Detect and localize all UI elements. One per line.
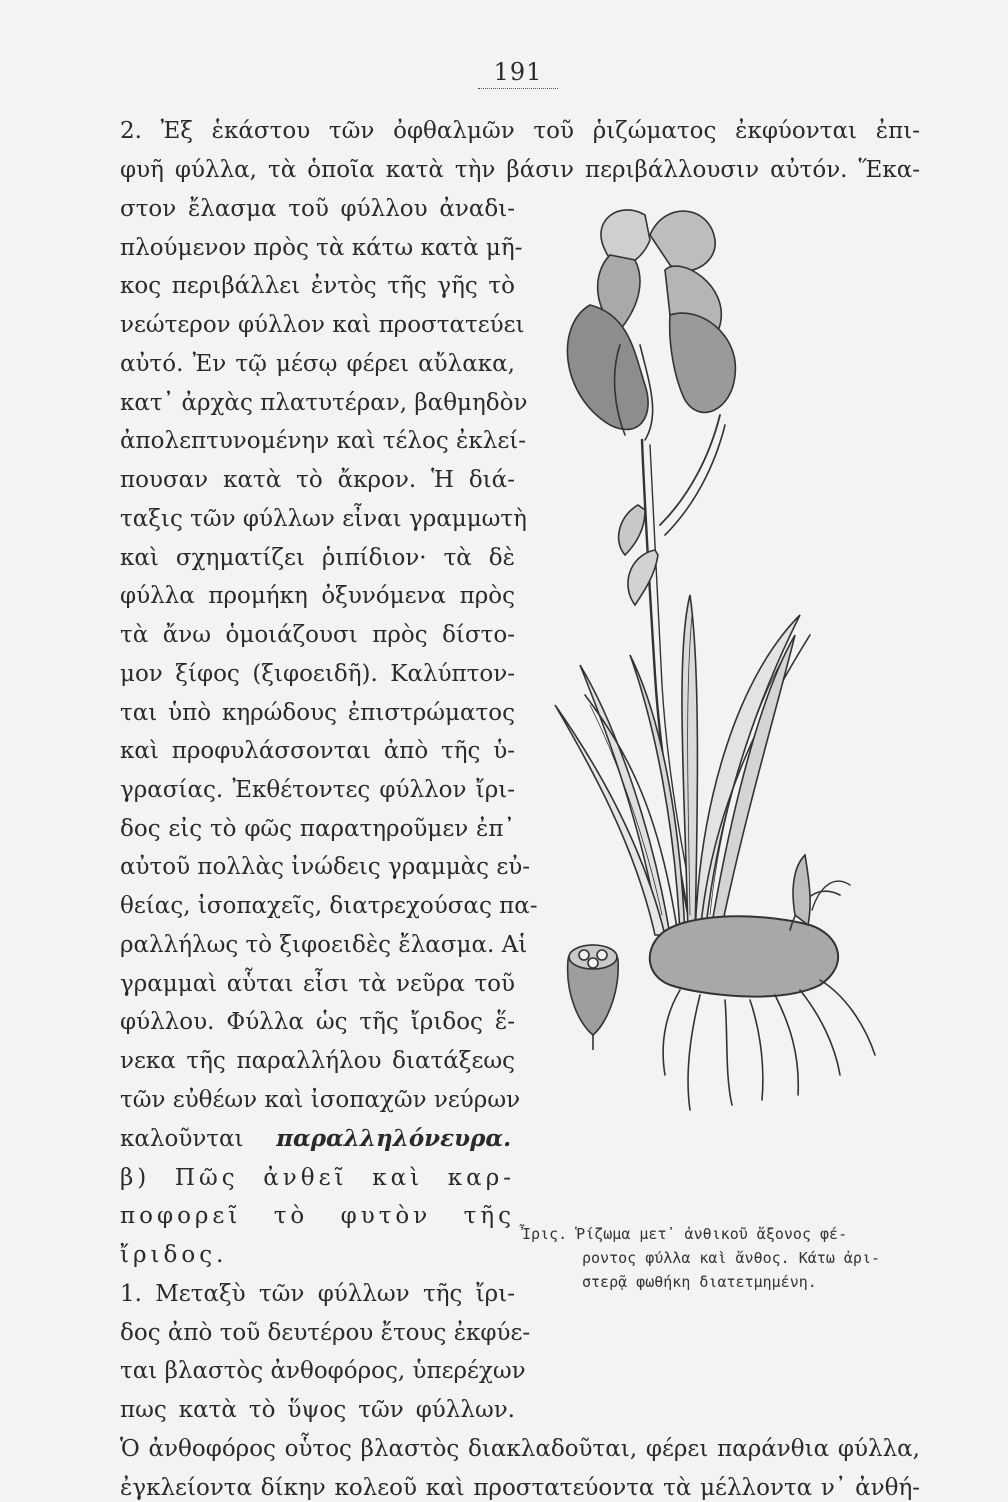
text-line: θείας, ἰσοπαχεῖς, διατρεχούσας πα- (120, 893, 538, 919)
text-fragment: καλοῦνται (120, 1126, 244, 1152)
text-line: τὰ ἄνω ὁμοιάζουσι πρὸς δίστο- (120, 622, 515, 648)
text-line: Ὁ ἀνθοφόρος οὗτος βλαστὸς διακλαδοῦται, φέρει παράνθια φύλλα, (120, 1436, 920, 1462)
text-line: δος εἰς τὸ φῶς παρατηροῦμεν ἐπ᾿ (120, 816, 515, 842)
text-line: μον ξίφος (ξιφοειδῆ). Καλύπτον- (120, 661, 515, 687)
text-line: καὶ σχηματίζει ῥιπίδιον· τὰ δὲ (120, 545, 515, 571)
text-line: δος ἀπὸ τοῦ δευτέρου ἔτους ἐκφύε- (120, 1320, 531, 1346)
text-line: κατ᾿ ἀρχὰς πλατυτέραν, βαθμηδὸν (120, 390, 528, 416)
text-line: 1. Μεταξὺ τῶν φύλλων τῆς ἴρι- (120, 1281, 515, 1307)
text-line: νεκα τῆς παραλλήλου διατάξεως (120, 1048, 515, 1074)
section-heading-line: ποφορεῖ τὸ φυτὸν τῆς (120, 1203, 515, 1229)
caption-line: στερᾷ φωθήκη διατετμημένη. (582, 1273, 817, 1291)
text-line: στον ἔλασμα τοῦ φύλλου ἀναδι- (120, 196, 515, 222)
text-line: αὐτοῦ πολλὰς ἰνώδεις γραμμὰς εὐ- (120, 854, 531, 880)
text-line: ραλλήλως τὸ ξιφοειδὲς ἔλασμα. Αἱ (120, 932, 528, 958)
caption-line: ροντος φύλλα καὶ ἄνθος. Κάτω ἀρι- (582, 1249, 881, 1267)
text-line: 2. Ἐξ ἑκάστου τῶν ὀφθαλμῶν τοῦ ῥιζώματος ἐκφύονται ἐπι- (120, 118, 920, 144)
text-line: γραμμαὶ αὗται εἶσι τὰ νεῦρα τοῦ (120, 971, 515, 997)
section-heading-line: ἴριδος. (120, 1242, 228, 1268)
section-heading-line: β) Πῶς ἀνθεῖ καὶ καρ- (120, 1165, 515, 1191)
text-line: φύλλου. Φύλλα ὡς τῆς ἴριδος ἕ- (120, 1009, 515, 1035)
text-line: φύλλα προμήκη ὀξυνόμενα πρὸς (120, 583, 515, 609)
text-line (120, 1125, 515, 1153)
figure-caption (522, 1222, 922, 1294)
text-line: ται ὑπὸ κηρώδους ἐπιστρώματος (120, 700, 515, 726)
text-line: καὶ προφυλάσσονται ἀπὸ τῆς ὑ- (120, 738, 515, 764)
text-line: φυῆ φύλλα, τὰ ὁποῖα κατὰ τὴν βάσιν περιβάλλουσιν αὐτόν. Ἕκα- (120, 157, 920, 183)
text-line: γρασίας. Ἐκθέτοντες φύλλον ἴρι- (120, 777, 515, 803)
text-line: τῶν εὐθέων καὶ ἰσοπαχῶν νεύρων (120, 1087, 521, 1113)
caption-line: Ἶρις. Ῥίζωμα μετ᾿ ἀνθικοῦ ἄξονος φέ- (522, 1225, 848, 1243)
text-line: ται βλαστὸς ἀνθοφόρος, ὑπερέχων (120, 1358, 526, 1384)
text-line: κος περιβάλλει ἐντὸς τῆς γῆς τὸ (120, 273, 515, 299)
page-number: 191 (478, 58, 558, 89)
text-line: ἐγκλείοντα δίκην κολεοῦ καὶ προστατεύοντα τὰ μέλλοντα ν᾿ ἀνθή- (120, 1475, 920, 1501)
text-line: νεώτερον φύλλον καὶ προστατεύει (120, 312, 525, 338)
text-line: πουσαν κατὰ τὸ ἄκρον. Ἡ διά- (120, 467, 515, 493)
emphasized-term: παραλληλόνευρα. (276, 1125, 512, 1152)
text-line: ταξις τῶν φύλλων εἶναι γραμμωτὴ (120, 506, 527, 532)
text-line: πως κατὰ τὸ ὕψος τῶν φύλλων. (120, 1397, 515, 1423)
text-line: ἀπολεπτυνομένην καὶ τέλος ἐκλεί- (120, 428, 527, 454)
text-line: αὐτό. Ἐν τῷ μέσῳ φέρει αὔλακα, (120, 351, 515, 377)
text-line: πλούμενον πρὸς τὰ κάτω κατὰ μῆ- (120, 235, 523, 261)
iris-illustration (550, 195, 920, 1115)
